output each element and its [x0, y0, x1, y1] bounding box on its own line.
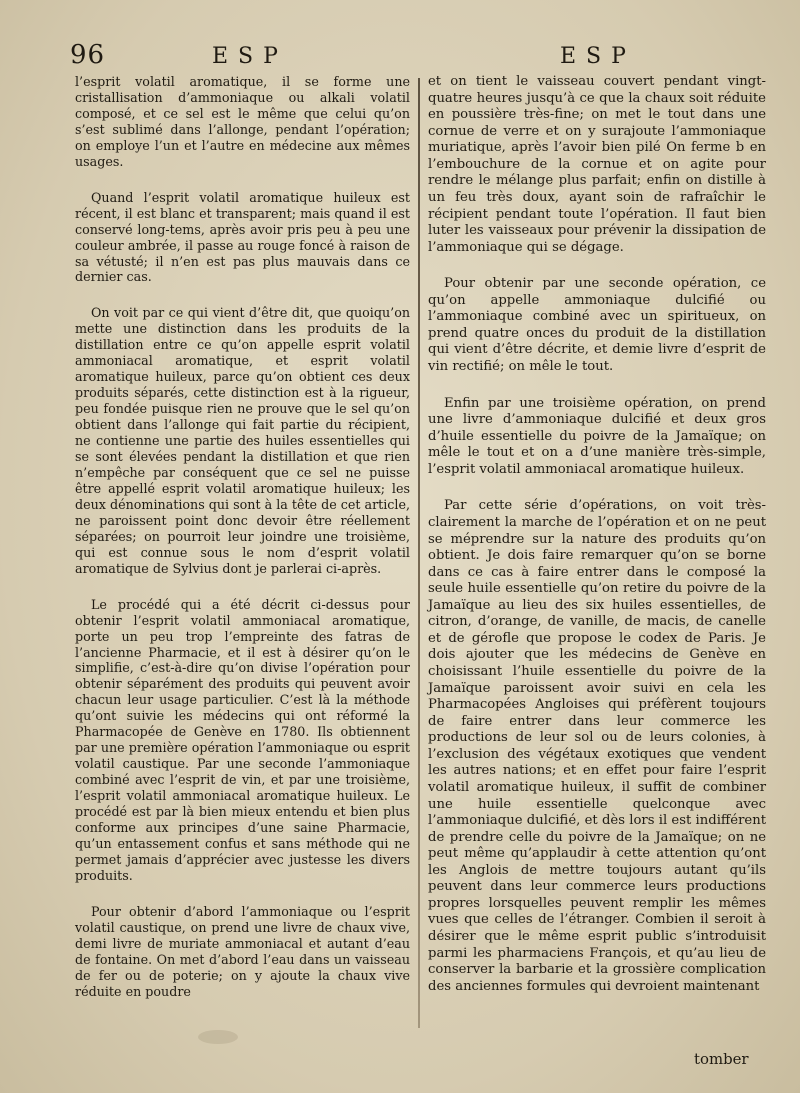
- paragraph: Quand l’esprit volatil aromatique huileux est récent, il est blanc et transparent; mais quand il est conservé long-tems, après avoir pris peu à peu une couleur ambrée, il passe au rouge foncé à raison de sa vétusté; il n’en est pas plus mauvais dans ce dernier cas.: [75, 189, 410, 285]
- paragraph: Pour obtenir par une seconde opération, ce qu’on appelle ammoniaque dulcifié ou l’ammoniaque combiné avec un spiritueux, on prend quatre onces du produit de la distillation qui vient d’être décrite, et demie livre d’esprit de vin rectifié; on mêle le tout.: [428, 276, 766, 374]
- paragraph: Par cette série d’opérations, on voit très-clairement la marche de l’opération et on ne peut se méprendre sur la nature des produits qu’on obtient. Je dois faire remarquer qu’on se borne dans ce cas à faire entrer dans le composé la seule huile essentielle qu’on retire du poivre de la Jamaïque au lieu des six huiles essentielles, de citron, d’orange, de vanille, de macis, de canelle et de gérofle que propose le codex de Paris. Je dois ajouter que les médecins de Genève en choisissant l’huile essentielle du poivre de la Jamaïque paroissent avoir suivi en cela les Pharmacopées Angloises qui préfèrent toujours de faire entrer dans leur commerce les productions de leur sol ou de leurs colonies, à l’exclusion des végétaux exotiques que vendent les autres nations; et en effet pour faire l’esprit volatil aromatique huileux, il suffit de combiner une huile essentielle quelconque avec l’ammoniaque dulcifié, et dès lors il est indifférent de prendre celle du poivre de la Jamaïque; on ne peut même qu’applaudir à cette attention qu’ont les Anglois de mettre toujours autant qu’ils peuvent dans leur commerce leurs productions propres lorsquelles peuvent remplir les mêmes vues que celles de l’étranger. Combien il seroit à désirer que le même esprit public s’introduisit parmi les pharmaciens François, et qu’au lieu de conserver la barbarie et la grossière complication des anciennes formules qui devroient maintenant: [428, 498, 766, 994]
- catchword: tomber: [694, 1050, 749, 1068]
- ink-smudge: [198, 1030, 238, 1044]
- paragraph: Pour obtenir d’abord l’ammoniaque ou l’esprit volatil caustique, on prend une livre de chaux vive, demi livre de muriate ammoniacal et autant d’eau de fontaine. On met d’abord l’eau dans un vaisseau de fer ou de poterie; on y ajoute la chaux vive réduite en poudre: [75, 903, 410, 999]
- paragraph: On voit par ce qui vient d’être dit, que quoiqu’on mette une distinction dans les produits de la distillation entre ce qu’on appelle esprit volatil ammoniacal aromatique, et esprit volatil aromatique huileux, parce qu’on obtient ces deux produits séparés, cette distinction est à la rigueur, peu fondée puisque rien ne prouve que le sel qu’on obtient dans l’allonge qui fait partie du récipient, ne contienne une partie des huiles essentielles qui se sont élevées pendant la distillation et que rien n’empêche par conséquent que ce sel ne puisse être appellé esprit volatil aromatique huileux; les deux dénominations qui sont à la tête de cet article, ne paroissent point donc devoir être réellement séparées; on pourroit leur joindre une troisième, qui est connue sous le nom d’esprit volatil aromatique de Sylvius dont je parlerai ci-après.: [75, 305, 410, 576]
- page-header: [0, 40, 800, 74]
- left-column: [75, 74, 410, 1020]
- page-number: 96: [70, 40, 106, 70]
- right-column: [428, 74, 766, 1015]
- paragraph: Le procédé qui a été décrit ci-dessus pour obtenir l’esprit volatil ammoniacal aromatique, porte un peu trop l’empreinte des fatras de l’ancienne Pharmacie, et il est à désirer qu’on le simplifie, c’est-à-dire qu’on divise l’opération pour obtenir séparément des produits qui peuvent avoir chacun leur usage particulier. C’est là la méthode qu’ont suivie les médecins qui ont réformé la Pharmacopée de Genève en 1780. Ils obtiennent par une première opération l’ammoniaque ou esprit volatil caustique. Par une seconde l’ammoniaque combiné avec l’esprit de vin, et par une troisième, l’esprit volatil ammoniacal aromatique huileux. Le procédé est par là bien mieux entendu et bien plus conforme aux principes d’une saine Pharmacie, qu’un entassement confus et sans méthode qui ne permet jamais d’apprécier avec justesse les divers produits.: [75, 596, 410, 883]
- paragraph: Enfin par une troisième opération, on prend une livre d’ammoniaque dulcifié et deux gros d’huile essentielle du poivre de la Jamaïque; on mêle le tout et on a d’une manière très-simple, l’esprit volatil ammoniacal aromatique huileux.: [428, 395, 766, 477]
- column-divider: [418, 78, 420, 1028]
- running-head-left: ESP: [212, 44, 288, 69]
- paragraph: et on tient le vaisseau couvert pendant vingt-quatre heures jusqu’à ce que la chaux soit réduite en poussière très-fine; on met le tout dans une cornue de verre et on y surajoute l’ammoniaque muriatique, après l’avoir bien pilé On ferme b en l’embouchure de la cornue et on agite pour rendre le mélange plus parfait; enfin on distille à un feu très doux, ayant soin de rafraîchir le récipient pendant toute l’opération. Il faut bien luter les vaisseaux pour prévenir la dissipation de l’ammoniaque qui se dégage.: [428, 74, 766, 255]
- running-head-right: ESP: [560, 44, 636, 69]
- paragraph: l’esprit volatil aromatique, il se forme une cristallisation d’ammoniaque ou alkali volatil composé, et ce sel est le même que celui qu’on s’est sublimé dans l’allonge, pendant l’opération; on employe l’un et l’autre en médecine aux mêmes usages.: [75, 74, 410, 169]
